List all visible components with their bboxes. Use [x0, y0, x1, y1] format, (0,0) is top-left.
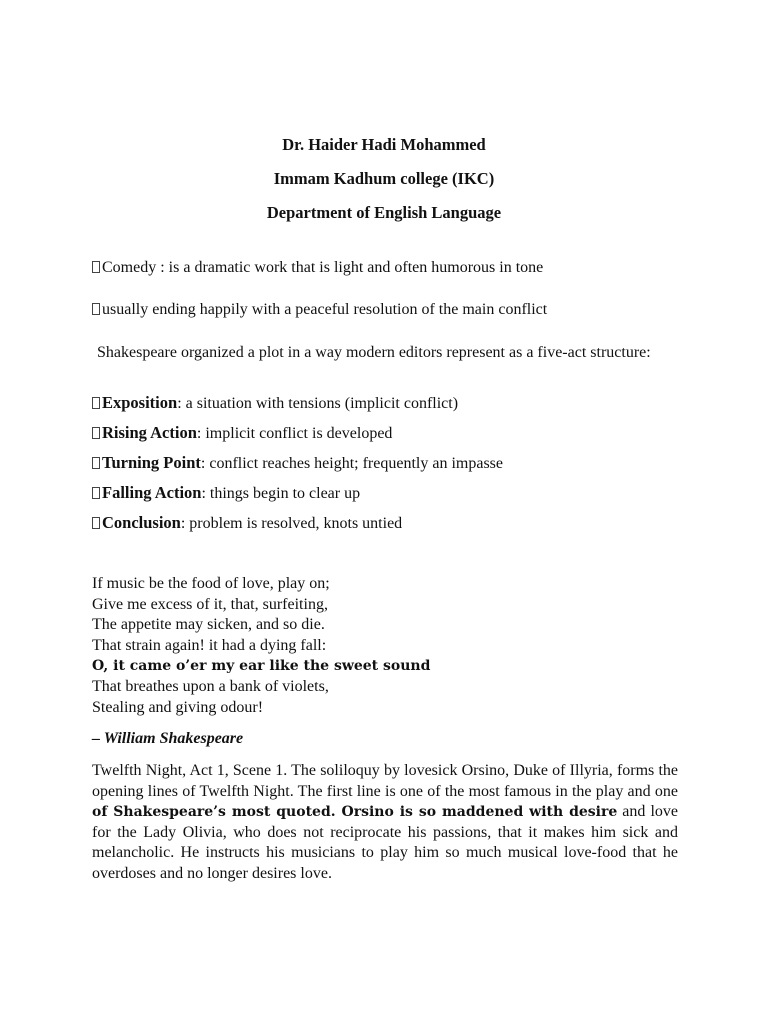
- commentary-paragraph: Twelfth Night, Act 1, Scene 1. The soliloquy by lovesick Orsino, Duke of Illyria, forms the opening lines of Twelfth Night. The first line is one of the most famous in the play and one of Shakespeare’s most quoted. Orsino is so maddened with desire and love for the Lady Olivia, who does not reciprocate his passions, that it makes him sick and melancholic. He instructs his musicians to play him so much musical love-food that he overdoses and no longer desires love.: [92, 762, 678, 882]
- bullet-box-icon: [92, 517, 100, 529]
- poem-line: The appetite may sicken, and so die.: [92, 616, 325, 634]
- poem-line: That breathes upon a bank of violets,: [92, 677, 329, 695]
- bullet-box-icon: [92, 427, 100, 439]
- college-name: Immam Kadhum college (IKC): [273, 169, 495, 188]
- poem-line: If music be the food of love, play on;: [92, 575, 330, 592]
- bullet-box-icon: [92, 261, 100, 273]
- poem-line: Give me excess of it, that, surfeiting,: [92, 595, 328, 613]
- poem-line-bold: O, it came o’er my ear like the sweet sound: [92, 658, 431, 675]
- definition-line-2: usually ending happily with a peaceful resolution of the main conflict: [92, 301, 547, 319]
- act-exposition: Exposition: a situation with tensions (implicit conflict): [92, 393, 458, 413]
- bullet-box-icon: [92, 487, 100, 499]
- bullet-box-icon: [92, 303, 100, 315]
- poem-attribution: – William Shakespeare: [92, 730, 244, 747]
- structure-intro: Shakespeare organized a plot in a way modern editors represent as a five-act structure:: [97, 344, 651, 361]
- poem-line: That strain again! it had a dying fall:: [92, 636, 327, 654]
- act-turning-point: Turning Point: conflict reaches height; frequently an impasse: [92, 453, 503, 473]
- bullet-box-icon: [92, 397, 100, 409]
- act-falling-action: Falling Action: things begin to clear up: [92, 483, 360, 503]
- bullet-box-icon: [92, 457, 100, 469]
- commentary-highlight: of Shakespeare’s most quoted. Orsino is so maddened with desire: [92, 804, 618, 820]
- author-name: Dr. Haider Hadi Mohammed: [282, 135, 486, 154]
- poem-stanza: [92, 574, 430, 718]
- act-conclusion: Conclusion: problem is resolved, knots untied: [92, 513, 402, 533]
- department-name: Department of English Language: [266, 203, 502, 222]
- poem-line: Stealing and giving odour!: [92, 698, 264, 716]
- definition-line-1: Comedy : is a dramatic work that is light and often humorous in tone: [92, 259, 543, 277]
- act-rising-action: Rising Action: implicit conflict is developed: [92, 423, 392, 443]
